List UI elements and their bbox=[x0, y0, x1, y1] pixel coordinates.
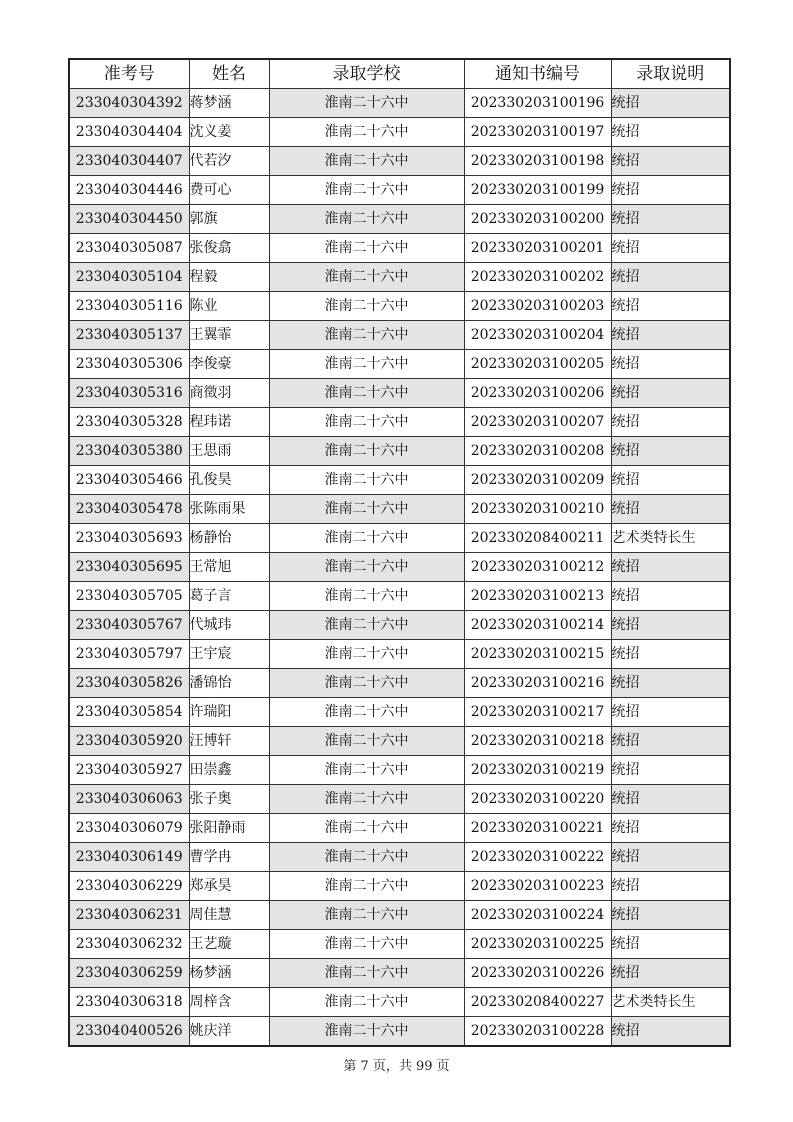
exam-id-cell: 233040306259 bbox=[69, 959, 189, 988]
name-cell: 田崇鑫 bbox=[189, 756, 269, 785]
exam-id-cell: 233040306318 bbox=[69, 988, 189, 1017]
name-cell: 程毅 bbox=[189, 263, 269, 292]
notice-no-cell: 202330203100217 bbox=[464, 698, 611, 727]
exam-id-cell: 233040305920 bbox=[69, 727, 189, 756]
school-cell: 淮南二十六中 bbox=[269, 437, 464, 466]
name-cell: 李俊豪 bbox=[189, 350, 269, 379]
table-row bbox=[69, 582, 730, 611]
exam-id-cell: 233040305087 bbox=[69, 234, 189, 263]
table-row bbox=[69, 814, 730, 843]
notice-no-cell: 202330203100203 bbox=[464, 292, 611, 321]
table-row bbox=[69, 89, 730, 118]
exam-id-cell: 233040305328 bbox=[69, 408, 189, 437]
exam-id-cell: 233040305826 bbox=[69, 669, 189, 698]
school-cell: 淮南二十六中 bbox=[269, 350, 464, 379]
exam-id-cell: 233040305797 bbox=[69, 640, 189, 669]
school-cell: 淮南二十六中 bbox=[269, 495, 464, 524]
table-row bbox=[69, 408, 730, 437]
remark-cell: 统招 bbox=[611, 756, 730, 785]
remark-cell: 统招 bbox=[611, 466, 730, 495]
table-row bbox=[69, 321, 730, 350]
exam-id-cell: 233040306229 bbox=[69, 872, 189, 901]
table-row bbox=[69, 263, 730, 292]
school-cell: 淮南二十六中 bbox=[269, 147, 464, 176]
name-cell: 许瑞阳 bbox=[189, 698, 269, 727]
remark-cell: 统招 bbox=[611, 582, 730, 611]
header-name: 姓名 bbox=[189, 59, 269, 89]
remark-cell: 统招 bbox=[611, 843, 730, 872]
remark-cell: 统招 bbox=[611, 89, 730, 118]
admission-table bbox=[68, 58, 731, 1047]
table-row bbox=[69, 988, 730, 1017]
notice-no-cell: 202330203100213 bbox=[464, 582, 611, 611]
school-cell: 淮南二十六中 bbox=[269, 321, 464, 350]
notice-no-cell: 202330203100200 bbox=[464, 205, 611, 234]
header-row bbox=[69, 59, 730, 89]
notice-no-cell: 202330203100215 bbox=[464, 640, 611, 669]
exam-id-cell: 233040306149 bbox=[69, 843, 189, 872]
name-cell: 周佳慧 bbox=[189, 901, 269, 930]
notice-no-cell: 202330203100205 bbox=[464, 350, 611, 379]
name-cell: 费可心 bbox=[189, 176, 269, 205]
exam-id-cell: 233040306232 bbox=[69, 930, 189, 959]
school-cell: 淮南二十六中 bbox=[269, 176, 464, 205]
table-row bbox=[69, 234, 730, 263]
table-row bbox=[69, 669, 730, 698]
school-cell: 淮南二十六中 bbox=[269, 727, 464, 756]
exam-id-cell: 233040306079 bbox=[69, 814, 189, 843]
name-cell: 陈业 bbox=[189, 292, 269, 321]
exam-id-cell: 233040305695 bbox=[69, 553, 189, 582]
notice-no-cell: 202330203100228 bbox=[464, 1017, 611, 1047]
table-row bbox=[69, 379, 730, 408]
name-cell: 蒋梦涵 bbox=[189, 89, 269, 118]
exam-id-cell: 233040305306 bbox=[69, 350, 189, 379]
exam-id-cell: 233040305380 bbox=[69, 437, 189, 466]
notice-no-cell: 202330203100220 bbox=[464, 785, 611, 814]
remark-cell: 统招 bbox=[611, 263, 730, 292]
table-body bbox=[69, 89, 730, 1047]
remark-cell: 统招 bbox=[611, 495, 730, 524]
school-cell: 淮南二十六中 bbox=[269, 669, 464, 698]
notice-no-cell: 202330203100210 bbox=[464, 495, 611, 524]
remark-cell: 艺术类特长生 bbox=[611, 988, 730, 1017]
notice-no-cell: 202330208400211 bbox=[464, 524, 611, 553]
notice-no-cell: 202330203100226 bbox=[464, 959, 611, 988]
remark-cell: 统招 bbox=[611, 785, 730, 814]
name-cell: 王翼霏 bbox=[189, 321, 269, 350]
school-cell: 淮南二十六中 bbox=[269, 118, 464, 147]
exam-id-cell: 233040304392 bbox=[69, 89, 189, 118]
name-cell: 郭旗 bbox=[189, 205, 269, 234]
remark-cell: 艺术类特长生 bbox=[611, 524, 730, 553]
table-row bbox=[69, 205, 730, 234]
name-cell: 王宇宸 bbox=[189, 640, 269, 669]
table-row bbox=[69, 930, 730, 959]
remark-cell: 统招 bbox=[611, 176, 730, 205]
remark-cell: 统招 bbox=[611, 901, 730, 930]
name-cell: 王常旭 bbox=[189, 553, 269, 582]
exam-id-cell: 233040304446 bbox=[69, 176, 189, 205]
remark-cell: 统招 bbox=[611, 379, 730, 408]
notice-no-cell: 202330203100202 bbox=[464, 263, 611, 292]
name-cell: 孔俊昊 bbox=[189, 466, 269, 495]
school-cell: 淮南二十六中 bbox=[269, 901, 464, 930]
table-row bbox=[69, 292, 730, 321]
header-notice-no: 通知书编号 bbox=[464, 59, 611, 89]
exam-id-cell: 233040305693 bbox=[69, 524, 189, 553]
table-header bbox=[69, 59, 730, 89]
admission-list bbox=[68, 58, 729, 1047]
school-cell: 淮南二十六中 bbox=[269, 785, 464, 814]
remark-cell: 统招 bbox=[611, 437, 730, 466]
remark-cell: 统招 bbox=[611, 292, 730, 321]
notice-no-cell: 202330203100221 bbox=[464, 814, 611, 843]
remark-cell: 统招 bbox=[611, 930, 730, 959]
school-cell: 淮南二十六中 bbox=[269, 698, 464, 727]
name-cell: 代城玮 bbox=[189, 611, 269, 640]
school-cell: 淮南二十六中 bbox=[269, 1017, 464, 1047]
school-cell: 淮南二十六中 bbox=[269, 466, 464, 495]
notice-no-cell: 202330203100197 bbox=[464, 118, 611, 147]
name-cell: 沈义姜 bbox=[189, 118, 269, 147]
name-cell: 郑承昊 bbox=[189, 872, 269, 901]
school-cell: 淮南二十六中 bbox=[269, 814, 464, 843]
school-cell: 淮南二十六中 bbox=[269, 988, 464, 1017]
header-exam-id: 准考号 bbox=[69, 59, 189, 89]
remark-cell: 统招 bbox=[611, 321, 730, 350]
table-row bbox=[69, 756, 730, 785]
school-cell: 淮南二十六中 bbox=[269, 553, 464, 582]
header-remark: 录取说明 bbox=[611, 59, 730, 89]
school-cell: 淮南二十六中 bbox=[269, 292, 464, 321]
notice-no-cell: 202330203100222 bbox=[464, 843, 611, 872]
remark-cell: 统招 bbox=[611, 1017, 730, 1047]
table-row bbox=[69, 350, 730, 379]
exam-id-cell: 233040305854 bbox=[69, 698, 189, 727]
notice-no-cell: 202330203100209 bbox=[464, 466, 611, 495]
table-row bbox=[69, 437, 730, 466]
name-cell: 张俊翕 bbox=[189, 234, 269, 263]
name-cell: 代若汐 bbox=[189, 147, 269, 176]
notice-no-cell: 202330203100204 bbox=[464, 321, 611, 350]
name-cell: 潘锦怡 bbox=[189, 669, 269, 698]
exam-id-cell: 233040400526 bbox=[69, 1017, 189, 1047]
remark-cell: 统招 bbox=[611, 727, 730, 756]
name-cell: 汪博轩 bbox=[189, 727, 269, 756]
name-cell: 张阳静雨 bbox=[189, 814, 269, 843]
remark-cell: 统招 bbox=[611, 553, 730, 582]
name-cell: 杨静怡 bbox=[189, 524, 269, 553]
exam-id-cell: 233040305116 bbox=[69, 292, 189, 321]
notice-no-cell: 202330203100199 bbox=[464, 176, 611, 205]
table-row bbox=[69, 872, 730, 901]
school-cell: 淮南二十六中 bbox=[269, 379, 464, 408]
remark-cell: 统招 bbox=[611, 408, 730, 437]
table-row bbox=[69, 959, 730, 988]
name-cell: 曹学冉 bbox=[189, 843, 269, 872]
name-cell: 商徵羽 bbox=[189, 379, 269, 408]
name-cell: 葛子言 bbox=[189, 582, 269, 611]
school-cell: 淮南二十六中 bbox=[269, 234, 464, 263]
notice-no-cell: 202330208400227 bbox=[464, 988, 611, 1017]
table-row bbox=[69, 611, 730, 640]
table-row bbox=[69, 176, 730, 205]
notice-no-cell: 202330203100208 bbox=[464, 437, 611, 466]
notice-no-cell: 202330203100206 bbox=[464, 379, 611, 408]
exam-id-cell: 233040304404 bbox=[69, 118, 189, 147]
notice-no-cell: 202330203100225 bbox=[464, 930, 611, 959]
notice-no-cell: 202330203100224 bbox=[464, 901, 611, 930]
notice-no-cell: 202330203100216 bbox=[464, 669, 611, 698]
exam-id-cell: 233040305767 bbox=[69, 611, 189, 640]
school-cell: 淮南二十六中 bbox=[269, 263, 464, 292]
table-row bbox=[69, 495, 730, 524]
notice-no-cell: 202330203100212 bbox=[464, 553, 611, 582]
school-cell: 淮南二十六中 bbox=[269, 843, 464, 872]
exam-id-cell: 233040305104 bbox=[69, 263, 189, 292]
exam-id-cell: 233040305137 bbox=[69, 321, 189, 350]
school-cell: 淮南二十六中 bbox=[269, 756, 464, 785]
exam-id-cell: 233040305316 bbox=[69, 379, 189, 408]
remark-cell: 统招 bbox=[611, 698, 730, 727]
name-cell: 王艺璇 bbox=[189, 930, 269, 959]
exam-id-cell: 233040306231 bbox=[69, 901, 189, 930]
name-cell: 王思雨 bbox=[189, 437, 269, 466]
table-row bbox=[69, 698, 730, 727]
school-cell: 淮南二十六中 bbox=[269, 959, 464, 988]
remark-cell: 统招 bbox=[611, 118, 730, 147]
page-number: 第 7 页，共 99 页 bbox=[343, 1059, 450, 1074]
notice-no-cell: 202330203100218 bbox=[464, 727, 611, 756]
exam-id-cell: 233040305927 bbox=[69, 756, 189, 785]
school-cell: 淮南二十六中 bbox=[269, 205, 464, 234]
school-cell: 淮南二十六中 bbox=[269, 582, 464, 611]
notice-no-cell: 202330203100214 bbox=[464, 611, 611, 640]
table-row bbox=[69, 524, 730, 553]
exam-id-cell: 233040306063 bbox=[69, 785, 189, 814]
school-cell: 淮南二十六中 bbox=[269, 408, 464, 437]
notice-no-cell: 202330203100223 bbox=[464, 872, 611, 901]
table-row bbox=[69, 553, 730, 582]
school-cell: 淮南二十六中 bbox=[269, 524, 464, 553]
school-cell: 淮南二十六中 bbox=[269, 640, 464, 669]
table-row bbox=[69, 1017, 730, 1047]
name-cell: 周梓含 bbox=[189, 988, 269, 1017]
name-cell: 杨梦涵 bbox=[189, 959, 269, 988]
table-row bbox=[69, 785, 730, 814]
exam-id-cell: 233040304407 bbox=[69, 147, 189, 176]
table-row bbox=[69, 147, 730, 176]
remark-cell: 统招 bbox=[611, 814, 730, 843]
name-cell: 程玮诺 bbox=[189, 408, 269, 437]
school-cell: 淮南二十六中 bbox=[269, 611, 464, 640]
exam-id-cell: 233040305705 bbox=[69, 582, 189, 611]
header-school: 录取学校 bbox=[269, 59, 464, 89]
remark-cell: 统招 bbox=[611, 205, 730, 234]
remark-cell: 统招 bbox=[611, 669, 730, 698]
name-cell: 张子奥 bbox=[189, 785, 269, 814]
table-row bbox=[69, 466, 730, 495]
notice-no-cell: 202330203100207 bbox=[464, 408, 611, 437]
notice-no-cell: 202330203100198 bbox=[464, 147, 611, 176]
exam-id-cell: 233040305466 bbox=[69, 466, 189, 495]
notice-no-cell: 202330203100196 bbox=[464, 89, 611, 118]
table-row bbox=[69, 118, 730, 147]
table-row bbox=[69, 727, 730, 756]
name-cell: 姚庆洋 bbox=[189, 1017, 269, 1047]
remark-cell: 统招 bbox=[611, 234, 730, 263]
notice-no-cell: 202330203100219 bbox=[464, 756, 611, 785]
name-cell: 张陈雨果 bbox=[189, 495, 269, 524]
table-row bbox=[69, 640, 730, 669]
exam-id-cell: 233040305478 bbox=[69, 495, 189, 524]
remark-cell: 统招 bbox=[611, 959, 730, 988]
school-cell: 淮南二十六中 bbox=[269, 872, 464, 901]
remark-cell: 统招 bbox=[611, 640, 730, 669]
notice-no-cell: 202330203100201 bbox=[464, 234, 611, 263]
table-row bbox=[69, 901, 730, 930]
remark-cell: 统招 bbox=[611, 611, 730, 640]
remark-cell: 统招 bbox=[611, 147, 730, 176]
exam-id-cell: 233040304450 bbox=[69, 205, 189, 234]
school-cell: 淮南二十六中 bbox=[269, 930, 464, 959]
remark-cell: 统招 bbox=[611, 350, 730, 379]
table-row bbox=[69, 843, 730, 872]
school-cell: 淮南二十六中 bbox=[269, 89, 464, 118]
remark-cell: 统招 bbox=[611, 872, 730, 901]
